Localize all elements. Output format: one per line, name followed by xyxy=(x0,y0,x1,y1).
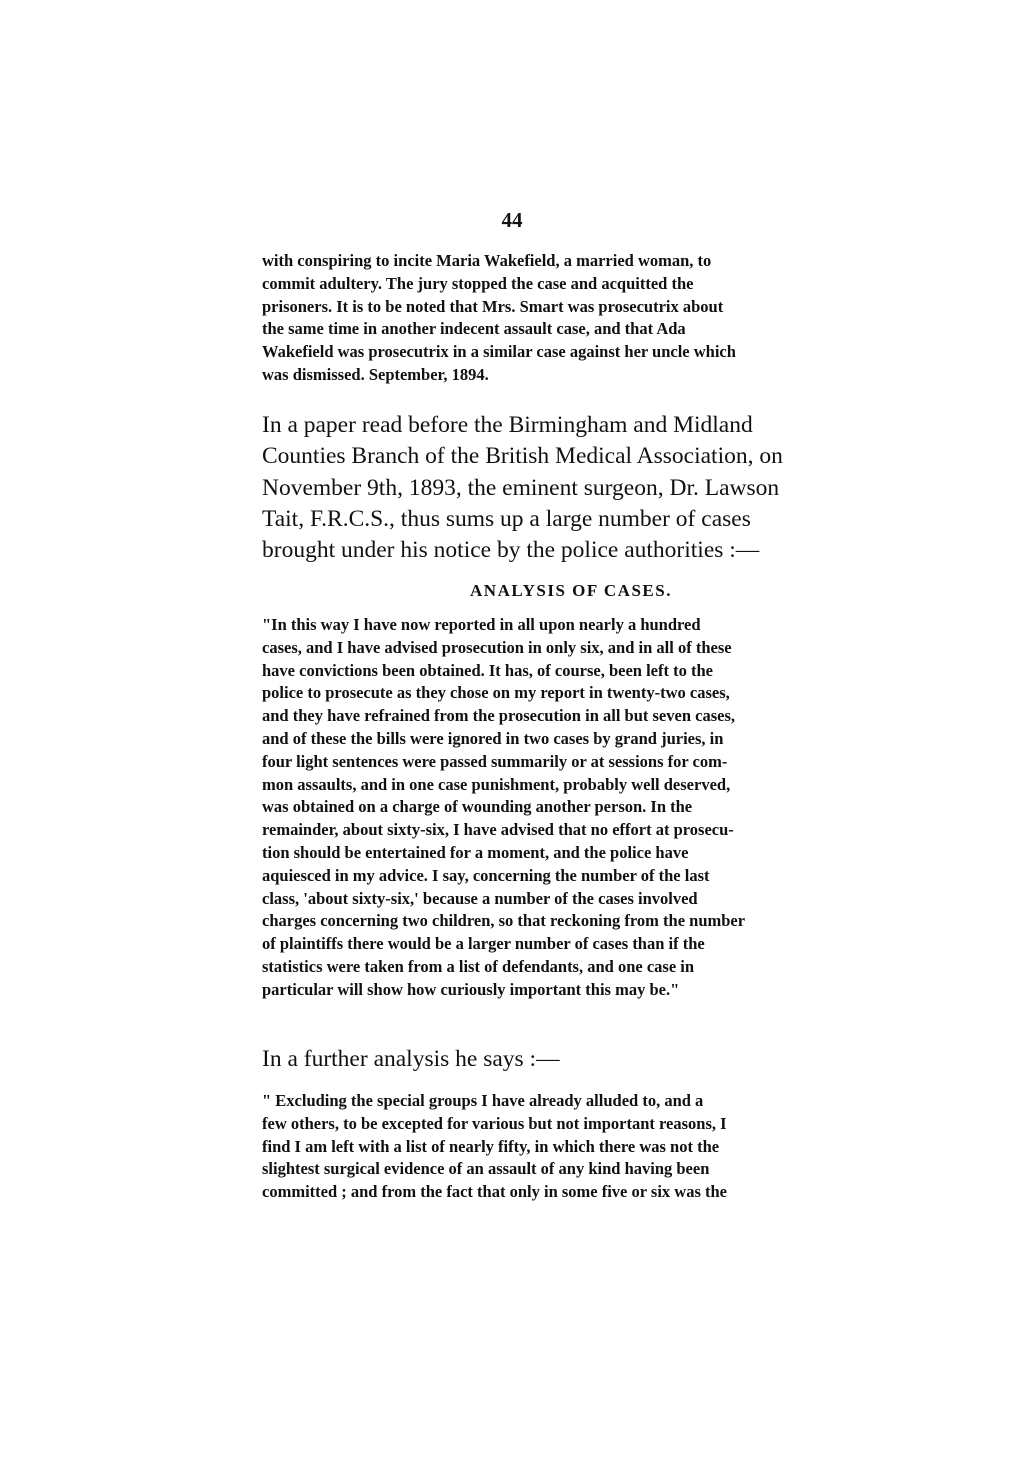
quote-two-paragraph xyxy=(262,1090,880,1204)
analysis-heading: ANALYSIS OF CASES. xyxy=(470,581,672,600)
quote-two-text: " Excluding the special groups I have already alluded to, and a few others, to be excepted for various but not important reasons, I find I am left with a list of nearly fifty, in which there was not the slightest surgical evidence of an assault of any kind having been committed ; and from the fact that only in some five or six was the xyxy=(262,1091,727,1202)
lead-in-text: In a paper read before the Birmingham and Midland Counties Branch of the British Medical Association, on November 9th, 1893, the eminent surgeon, Dr. Lawson Tait, F.R.C.S., thus sums up a large number of cases brought under his notice by the police authorities :— xyxy=(262,412,783,564)
quote-one-text: "In this way I have now reported in all upon nearly a hundred cases, and I have advised prosecution in only six, and in all of these have convictions been obtained. It has, of course, been left to the police to prosecute as they chose on my report in twenty-two cases, and they have refrained from the prosecution in all but seven cases, and of these the bills were ignored in two cases by grand juries, in four light sentences were passed summarily or at sessions for com- mon assaults, and in one case punishment, probably well deserved, was obtained on a charge of wounding another person. In the remainder, about sixty-six, I have advised that no effort at prosecu- tion should be entertained for a moment, and the police have aquiesced in my advice. I say, concerning the number of the last class, 'about sixty-six,' because a number of the cases involved charges concerning two children, so that reckoning from the number of plaintiffs there would be a larger number of cases than if the statistics were taken from a list of defendants, and one case in particular will show how curiously important this may be." xyxy=(262,615,746,999)
lead-in-paragraph xyxy=(262,410,880,566)
further-intro-text: In a further analysis he says :— xyxy=(262,1046,560,1072)
quote-one-paragraph xyxy=(262,614,880,1002)
page-number: 44 xyxy=(501,208,523,232)
further-intro-paragraph xyxy=(262,1044,880,1075)
intro-text: with conspiring to incite Maria Wakefield, a married woman, to commit adultery. The jury stopped the case and acquitted the prisoners. It is to be noted that Mrs. Smart was prosecutrix about the same time in another indecent assault case, and that Ada Wakefield was prosecutrix in a similar case against her uncle which was dismissed. September, 1894. xyxy=(262,251,736,384)
intro-paragraph xyxy=(262,250,880,387)
